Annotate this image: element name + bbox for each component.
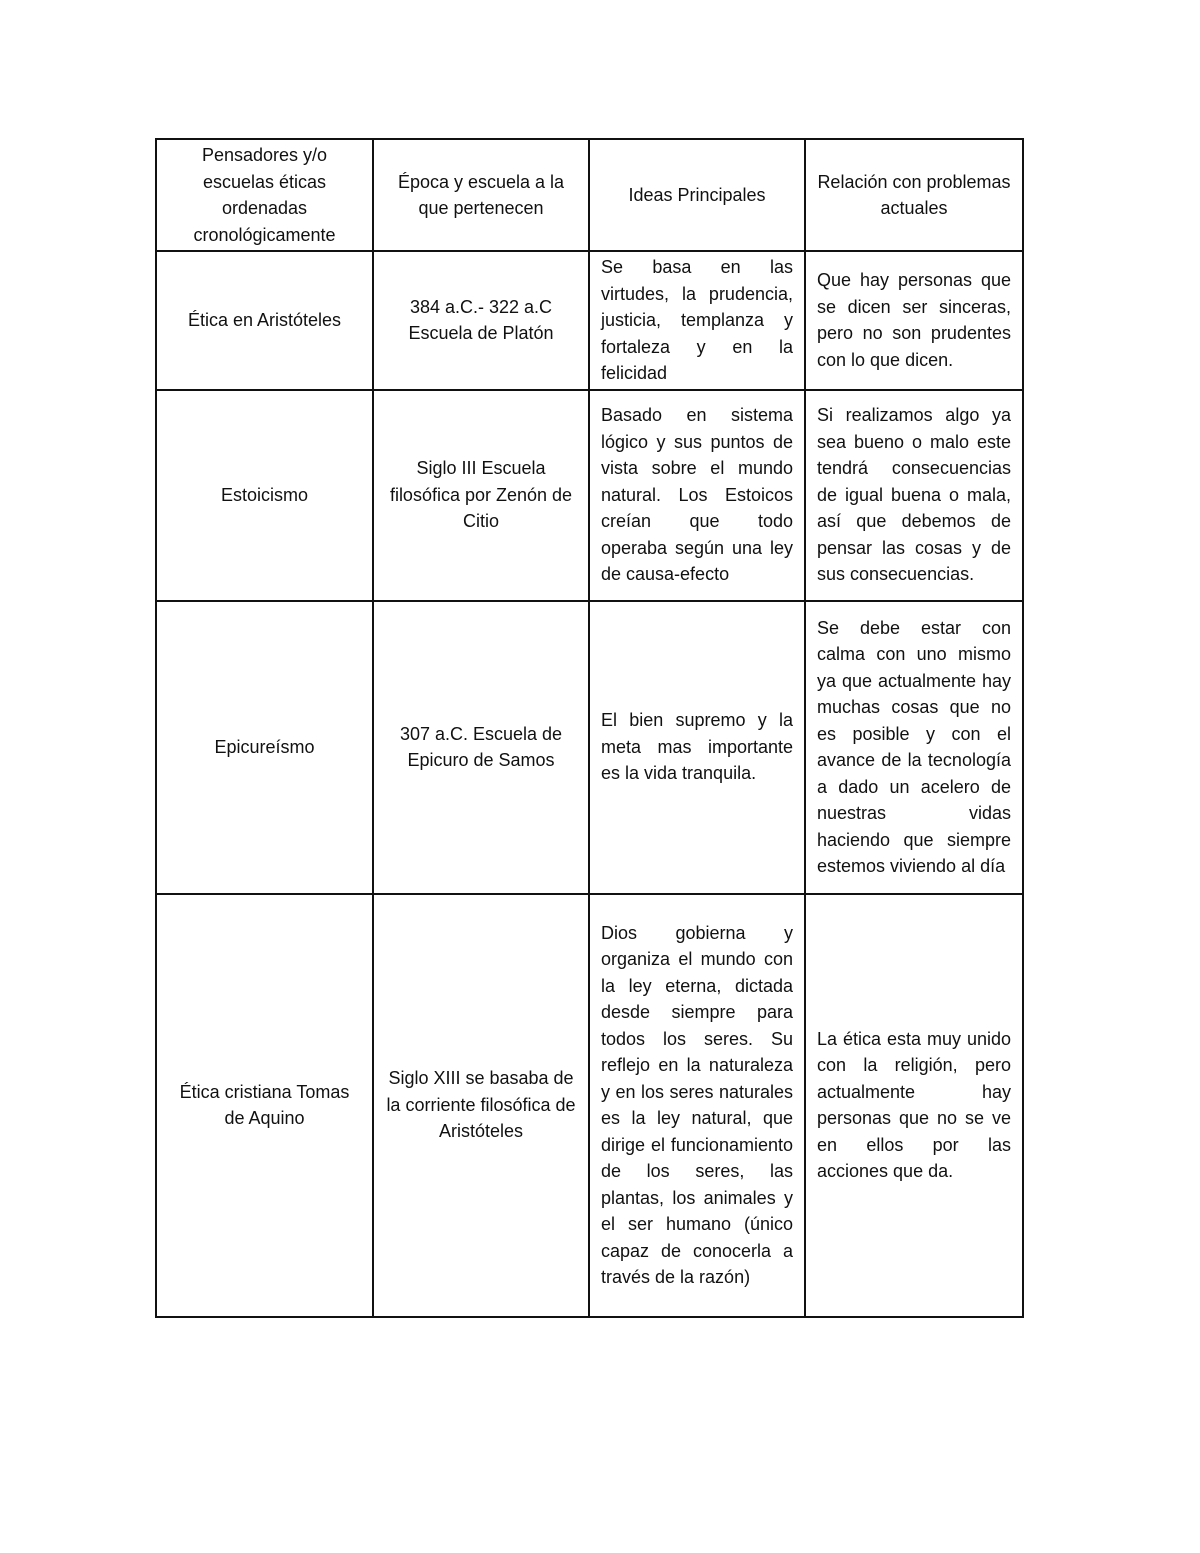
- relation-cell: La ética esta muy unido con la religión, pero actualmente hay personas que no se ve en ellos por las acciones que da.: [805, 894, 1023, 1317]
- header-relation: Relación con problemas actuales: [805, 139, 1023, 251]
- table-row: [156, 894, 1023, 1317]
- ideas-cell: Basado en sistema lógico y sus puntos de vista sobre el mundo natural. Los Estoicos creían que todo operaba según una ley de causa-efecto: [589, 390, 805, 601]
- ideas-cell: El bien supremo y la meta mas importante es la vida tranquila.: [589, 601, 805, 894]
- table-row: [156, 251, 1023, 390]
- era-cell: 307 a.C. Escuela de Epicuro de Samos: [373, 601, 589, 894]
- relation-cell: Se debe estar con calma con uno mismo ya que actualmente hay muchas cosas que no es posible y con el avance de la tecnología a dado un acelero de nuestras vidas haciendo que siempre estemos viviendo al día: [805, 601, 1023, 894]
- relation-cell: Que hay personas que se dicen ser sinceras, pero no son prudentes con lo que dicen.: [805, 251, 1023, 390]
- ideas-cell: Se basa en las virtudes, la prudencia, justicia, templanza y fortaleza y en la felicidad: [589, 251, 805, 390]
- era-cell: Siglo XIII se basaba de la corriente filosófica de Aristóteles: [373, 894, 589, 1317]
- header-era: Época y escuela a la que pertenecen: [373, 139, 589, 251]
- ethics-table: [155, 138, 1024, 1318]
- table-header-row: [156, 139, 1023, 251]
- era-cell: 384 a.C.- 322 a.C Escuela de Platón: [373, 251, 589, 390]
- thinker-cell: Epicureísmo: [156, 601, 373, 894]
- thinker-cell: Ética cristiana Tomas de Aquino: [156, 894, 373, 1317]
- ideas-cell: Dios gobierna y organiza el mundo con la ley eterna, dictada desde siempre para todos los seres. Su reflejo en la naturaleza y en los seres naturales es la ley natural, que dirige el funcionamiento de los seres, las plantas, los animales y el ser humano (único capaz de conocerla a través de la razón): [589, 894, 805, 1317]
- header-thinkers: Pensadores y/o escuelas éticas ordenadas cronológicamente: [156, 139, 373, 251]
- relation-cell: Si realizamos algo ya sea bueno o malo este tendrá consecuencias de igual buena o mala, así que debemos de pensar las cosas y de sus consecuencias.: [805, 390, 1023, 601]
- table-row: [156, 390, 1023, 601]
- thinker-cell: Ética en Aristóteles: [156, 251, 373, 390]
- era-cell: Siglo III Escuela filosófica por Zenón de Citio: [373, 390, 589, 601]
- table-row: [156, 601, 1023, 894]
- header-ideas: Ideas Principales: [589, 139, 805, 251]
- thinker-cell: Estoicismo: [156, 390, 373, 601]
